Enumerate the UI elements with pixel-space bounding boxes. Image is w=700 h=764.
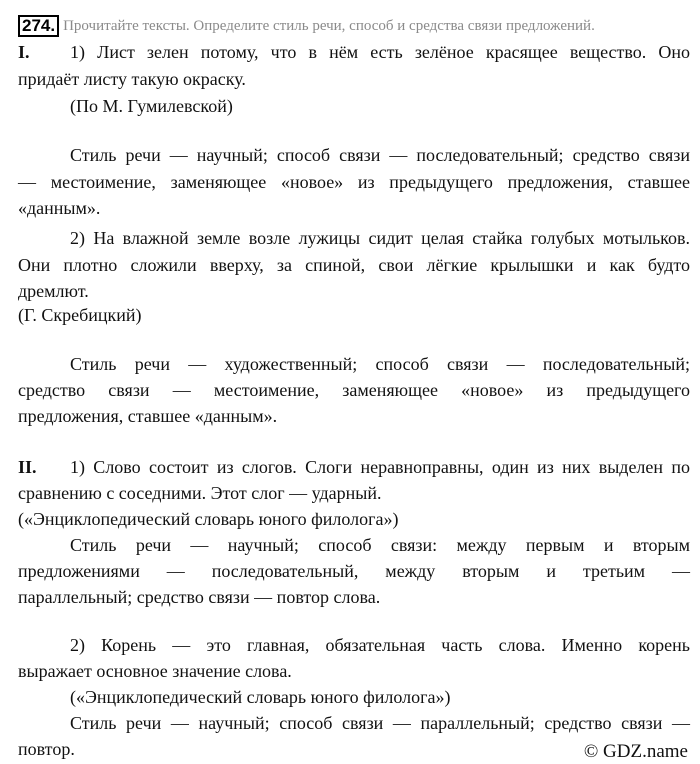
part2-text2-line2: выражает основное значение слова. (18, 661, 292, 681)
part1-text1-analysis-line2: — местоимение, заменяющее «новое» из предыдущего предложения, ставшее (18, 172, 690, 192)
exercise-number-box: 274. (18, 15, 59, 37)
exercise-instruction: Прочитайте тексты. Определите стиль речи, способ и средства связи предложений. (63, 17, 595, 34)
part1-text2-source: (Г. Скребицкий) (18, 305, 142, 325)
part2-text2-analysis-line2: повтор. (18, 739, 75, 759)
part1-text1-source: (По М. Гумилевской) (70, 96, 233, 116)
part2-text1-analysis-line2: предложениями — последовательный, между вторым и третьим — (18, 561, 690, 581)
part2-text2-analysis-line1: Стиль речи — научный; способ связи — параллельный; средство связи — (70, 713, 690, 733)
part1-text2-line2: Они плотно сложили вверху, за спиной, свои лёгкие крылышки и как будто (18, 255, 690, 275)
text-line: 1) Лист зелен потому, что в нём есть зелёное красящее вещество. Оно (70, 42, 690, 62)
part1-text2-analysis-line1: Стиль речи — художественный; способ связи — последовательный; (70, 354, 690, 374)
part1-text1-line1 (18, 40, 690, 64)
part2-text1-line2: сравнению с соседними. Этот слог — ударный. (18, 483, 382, 503)
gdz-watermark: © GDZ.name (583, 741, 688, 762)
part1-text2-line3: дремлют. (18, 281, 89, 301)
part2-text1-analysis-line3: параллельный; средство связи — повтор слова. (18, 587, 381, 607)
part2-text1-source: («Энциклопедический словарь юного филолога») (18, 509, 399, 529)
exercise-header (18, 14, 595, 38)
text-line: 1) Слово состоит из слогов. Слоги неравноправны, один из них выделен по (70, 457, 690, 477)
part2-text2-source: («Энциклопедический словарь юного филолога») (70, 687, 451, 707)
part2-text1-line1 (18, 455, 690, 479)
part2-label: II. (18, 457, 37, 477)
part1-text2-line1: 2) На влажной земле возле лужицы сидит целая стайка голубых мотыльков. (70, 228, 690, 248)
part2-text2-line1: 2) Корень — это главная, обязательная часть слова. Именно корень (70, 635, 690, 655)
part2-text1-analysis-line1: Стиль речи — научный; способ связи: между первым и вторым (70, 535, 690, 555)
part1-text1-line2: придаёт листу такую окраску. (18, 69, 246, 89)
part1-text2-analysis-line2: средство связи — местоимение, заменяющее «новое» из предыдущего (18, 380, 690, 400)
part1-text1-analysis-line1: Стиль речи — научный; способ связи — последовательный; средство связи (70, 145, 690, 165)
part1-text1-analysis-line3: «данным». (18, 198, 101, 218)
part1-text2-analysis-line3: предложения, ставшее «данным». (18, 406, 278, 426)
part1-label: I. (18, 42, 30, 62)
